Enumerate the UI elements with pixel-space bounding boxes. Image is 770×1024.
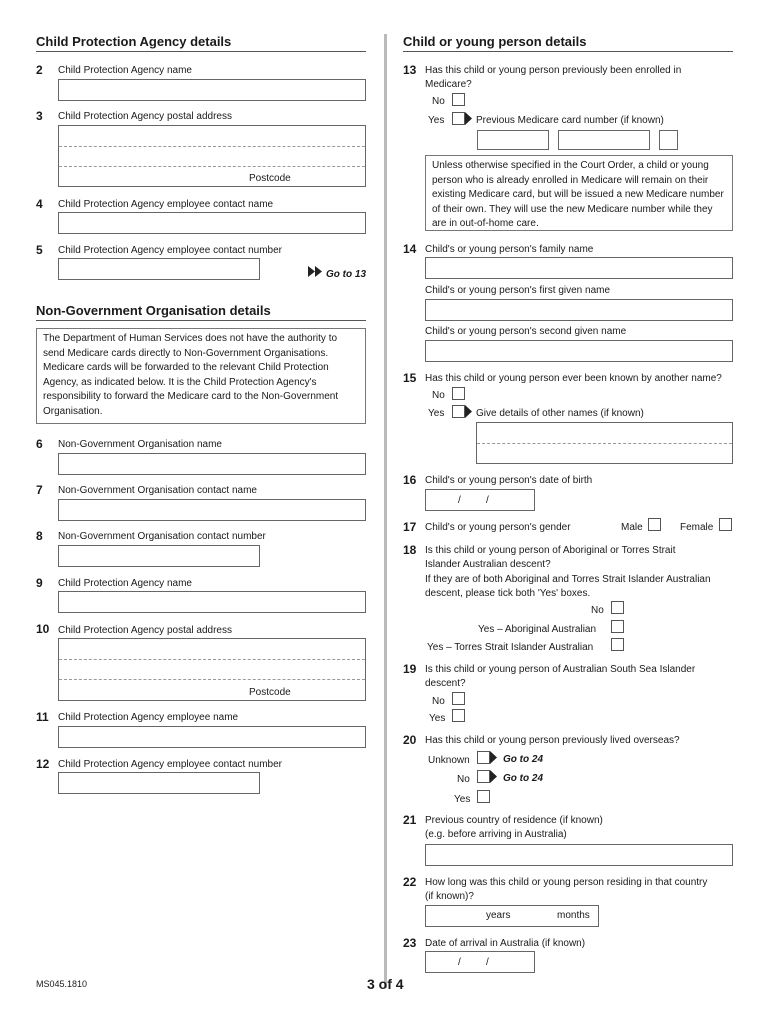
- q5-goto-label: Go to 13: [326, 269, 367, 280]
- arrival-slash-1: /: [458, 957, 461, 968]
- child-section-header: Child or young person details: [403, 34, 587, 49]
- q13-yes-checkbox[interactable]: [452, 112, 465, 125]
- q22-months-label: months: [557, 910, 590, 921]
- q3-postcode-label: Postcode: [249, 173, 291, 184]
- q14-label: Child's or young person's family name: [425, 244, 594, 255]
- q5-number: 5: [36, 243, 43, 257]
- dob-slash-2: /: [486, 495, 489, 506]
- q18-label-line4: descent, please tick both 'Yes' boxes.: [425, 588, 591, 599]
- second-given-name-label: Child's or young person's second given name: [425, 326, 627, 337]
- q12-label: Child Protection Agency employee contact number: [58, 759, 283, 770]
- medicare-number-part1-field[interactable]: [477, 130, 549, 150]
- q6-number: 6: [36, 437, 43, 451]
- q18-no-checkbox[interactable]: [611, 601, 624, 614]
- q20-unknown-checkbox[interactable]: [477, 751, 490, 764]
- cpa-employee-contact-name-field[interactable]: [58, 212, 366, 234]
- q18-label-line3: If they are of both Aboriginal and Torres Strait Islander Australian: [425, 574, 711, 585]
- q4-label: Child Protection Agency employee contact name: [58, 199, 274, 210]
- q11-number: 11: [36, 710, 49, 724]
- q18-label-line2: Islander Australian descent?: [425, 559, 551, 570]
- q13-no-label: No: [432, 96, 445, 107]
- q14-number: 14: [403, 242, 417, 256]
- q5-label: Child Protection Agency employee contact number: [58, 245, 283, 256]
- date-of-arrival-field[interactable]: [425, 951, 535, 973]
- q10-postcode-label: Postcode: [249, 687, 291, 698]
- female-checkbox[interactable]: [719, 518, 732, 531]
- q22-label-line1: How long was this child or young person residing in that country: [425, 877, 708, 888]
- ngo-note-paragraph-1: The Department of Human Services does not have the authority to send Medicare cards directly to Non-Government Organisations.: [43, 333, 338, 359]
- ngo-note-paragraph-2: Medicare cards will be forwarded to the relevant Child Protection Agency, as indicated below. It is the Child Protection Agency's responsibility to forward the Medicare card to the Non-Government Organisation.: [43, 362, 339, 417]
- q3-number: 3: [36, 109, 43, 123]
- q2-label: Child Protection Agency name: [58, 65, 192, 76]
- ngo-section-header: Non-Government Organisation details: [36, 303, 271, 318]
- address-line-divider: [59, 659, 365, 660]
- q17-female-label: Female: [680, 522, 714, 533]
- q13-prev-card-label: Previous Medicare card number (if known): [476, 115, 664, 126]
- q20-unknown-goto: Go to 24: [503, 754, 544, 765]
- q11-label: Child Protection Agency employee name: [58, 712, 239, 723]
- ngo-info-note: [36, 328, 366, 424]
- q13-no-checkbox[interactable]: [452, 93, 465, 106]
- male-checkbox[interactable]: [648, 518, 661, 531]
- q17-label: Child's or young person's gender: [425, 522, 571, 533]
- q17-male-label: Male: [621, 522, 643, 533]
- q16-label: Child's or young person's date of birth: [425, 475, 593, 486]
- address-line-divider: [59, 166, 365, 167]
- cpa-postal-address-field-2[interactable]: [58, 638, 366, 701]
- q15-no-checkbox[interactable]: [452, 387, 465, 400]
- q15-yes-label: Yes: [428, 408, 445, 419]
- medicare-number-part3-field[interactable]: [659, 130, 678, 150]
- double-arrow-icon: [308, 266, 324, 277]
- q18-label-line1: Is this child or young person of Aboriginal or Torres Strait: [425, 545, 676, 556]
- q18-aboriginal-label: Yes – Aboriginal Australian: [478, 624, 597, 635]
- q21-label-line2: (e.g. before arriving in Australia): [425, 829, 567, 840]
- q9-number: 9: [36, 576, 43, 590]
- q13-number: 13: [403, 63, 417, 77]
- q15-yes-checkbox[interactable]: [452, 405, 465, 418]
- cpa-name-field[interactable]: [58, 79, 366, 101]
- q19-label-line1: Is this child or young person of Australian South Sea Islander: [425, 664, 696, 675]
- q22-number: 22: [403, 875, 417, 889]
- q19-label-line2: descent?: [425, 678, 466, 689]
- q13-label-line2: Medicare?: [425, 79, 472, 90]
- q22-label-line2: (if known)?: [425, 891, 474, 902]
- q10-number: 10: [36, 622, 50, 636]
- q20-no-goto: Go to 24: [503, 773, 544, 784]
- q10-label: Child Protection Agency postal address: [58, 625, 232, 636]
- q20-number: 20: [403, 733, 417, 747]
- arrival-slash-2: /: [486, 957, 489, 968]
- q15-label: Has this child or young person ever been known by another name?: [425, 373, 722, 384]
- q20-yes-checkbox[interactable]: [477, 790, 490, 803]
- q18-number: 18: [403, 543, 417, 557]
- q7-number: 7: [36, 483, 43, 497]
- ngo-header-rule: [36, 320, 366, 321]
- previous-country-field[interactable]: [425, 844, 733, 866]
- medicare-info-note: Unless otherwise specified in the Court Order, a child or young person who is already enrolled in Medicare will remain on their existing Medicare card, but will be issued a new Medicare number of their own. They will use the new Medicare number while they are in out-of-home care.: [425, 155, 733, 231]
- form-code: MS045.1810: [36, 979, 88, 989]
- q17-number: 17: [403, 520, 417, 534]
- page-number: 3 of 4: [367, 976, 404, 992]
- q4-number: 4: [36, 197, 43, 211]
- q22-years-label: years: [486, 910, 511, 921]
- q8-number: 8: [36, 529, 43, 543]
- q12-number: 12: [36, 757, 50, 771]
- q16-number: 16: [403, 473, 417, 487]
- cpa-header-rule: [36, 51, 366, 52]
- q19-yes-label: Yes: [429, 713, 446, 724]
- address-line-divider: [59, 146, 365, 147]
- ngo-contact-number-field[interactable]: [58, 545, 260, 567]
- address-line-divider: [59, 679, 365, 680]
- q20-label: Has this child or young person previously lived overseas?: [425, 735, 680, 746]
- q7-label: Non-Government Organisation contact name: [58, 485, 257, 496]
- date-of-birth-field[interactable]: [425, 489, 535, 511]
- q8-label: Non-Government Organisation contact number: [58, 531, 266, 542]
- q19-no-checkbox[interactable]: [452, 692, 465, 705]
- q23-number: 23: [403, 936, 417, 950]
- medicare-number-part2-field[interactable]: [558, 130, 650, 150]
- q6-label: Non-Government Organisation name: [58, 439, 222, 450]
- cpa-section-header: Child Protection Agency details: [36, 34, 232, 49]
- first-given-name-field[interactable]: [425, 299, 733, 321]
- arrow-right-icon: [465, 112, 473, 125]
- q20-yes-label: Yes: [454, 794, 471, 805]
- cpa-postal-address-field[interactable]: [58, 125, 366, 187]
- child-header-rule: [403, 51, 733, 52]
- q15-no-label: No: [432, 390, 445, 401]
- cpa-name-field-2[interactable]: [58, 591, 366, 613]
- q23-label: Date of arrival in Australia (if known): [425, 938, 586, 949]
- q13-label-line1: Has this child or young person previously been enrolled in: [425, 65, 682, 76]
- q15-other-names-label: Give details of other names (if known): [476, 408, 644, 419]
- ngo-name-field[interactable]: [58, 453, 366, 475]
- other-names-line-divider: [477, 443, 732, 444]
- second-given-name-field[interactable]: [425, 340, 733, 362]
- arrow-right-icon: [465, 405, 473, 418]
- q21-number: 21: [403, 813, 417, 827]
- q19-yes-checkbox[interactable]: [452, 709, 465, 722]
- q20-no-label: No: [457, 774, 470, 785]
- arrow-right-icon: [490, 751, 498, 764]
- ngo-contact-name-field[interactable]: [58, 499, 366, 521]
- q13-yes-label: Yes: [428, 115, 445, 126]
- aboriginal-checkbox[interactable]: [611, 620, 624, 633]
- q3-label: Child Protection Agency postal address: [58, 111, 232, 122]
- family-name-field[interactable]: [425, 257, 733, 279]
- q19-number: 19: [403, 662, 417, 676]
- cpa-employee-name-field[interactable]: [58, 726, 366, 748]
- cpa-employee-contact-number-field-2[interactable]: [58, 772, 260, 794]
- q18-no-label: No: [591, 605, 604, 616]
- arrow-right-icon: [490, 770, 498, 783]
- cpa-employee-contact-number-field[interactable]: [58, 258, 260, 280]
- torres-strait-checkbox[interactable]: [611, 638, 624, 651]
- q15-number: 15: [403, 371, 417, 385]
- q20-unknown-label: Unknown: [428, 755, 470, 766]
- q20-no-checkbox[interactable]: [477, 770, 490, 783]
- dob-slash-1: /: [458, 495, 461, 506]
- q2-number: 2: [36, 63, 43, 77]
- q19-no-label: No: [432, 696, 445, 707]
- first-given-name-label: Child's or young person's first given name: [425, 285, 611, 296]
- q21-label-line1: Previous country of residence (if known): [425, 815, 603, 826]
- q18-torres-strait-label: Yes – Torres Strait Islander Australian: [427, 642, 594, 653]
- q9-label: Child Protection Agency name: [58, 578, 192, 589]
- column-divider: [384, 34, 387, 988]
